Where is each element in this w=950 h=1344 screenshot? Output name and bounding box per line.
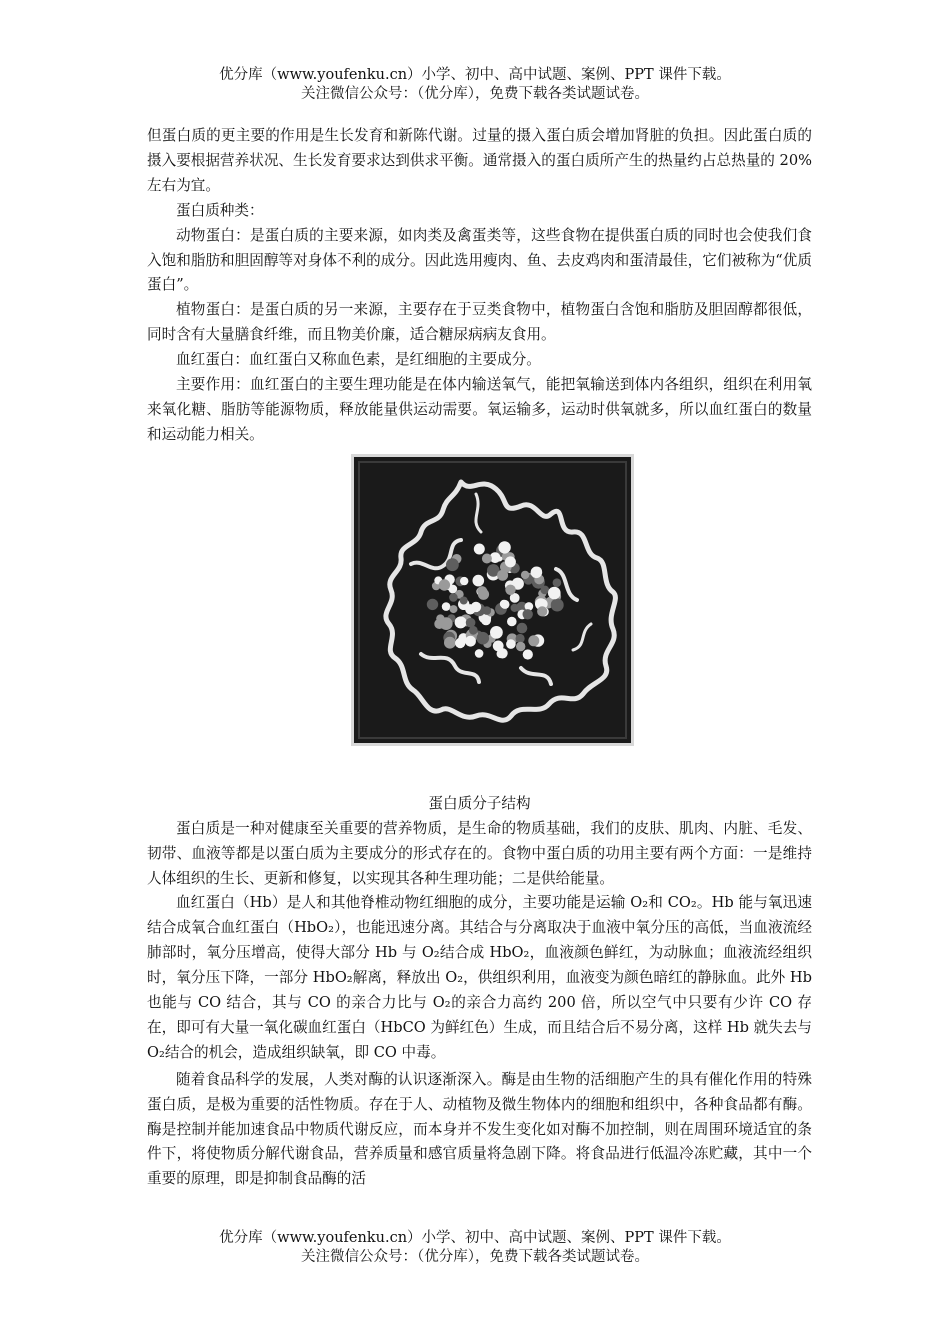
- atom-sphere: [521, 570, 529, 578]
- atom-sphere: [500, 600, 508, 608]
- header-line-2: 关注微信公众号：（优分库），免费下载各类试题试卷。: [301, 86, 649, 102]
- atom-sphere: [507, 616, 517, 626]
- header-line-1: 优分库（www.youfenku.cn）小学、初中、高中试题、案例、PPT 课件下载。: [219, 67, 731, 83]
- atom-sphere: [498, 541, 510, 553]
- atom-sphere: [471, 601, 481, 611]
- atom-sphere: [477, 632, 490, 645]
- paragraph: 动物蛋白：是蛋白质的主要来源，如肉类及禽蛋类等，这些食物在提供蛋白质的同时也会使我们食入饱和脂肪和胆固醇等对身体不利的成分。因此选用瘦肉、鱼、去皮鸡肉和蛋清最佳，它们被称为“优质蛋白”。: [147, 226, 812, 294]
- protein-structure-image: [351, 454, 634, 746]
- atom-sphere: [523, 609, 533, 619]
- atom-sphere: [444, 637, 456, 649]
- document-body: [147, 124, 812, 1192]
- section-heading: 蛋白质种类：: [176, 201, 264, 219]
- paragraph: 植物蛋白：是蛋白质的另一来源，主要存在于豆类食物中，植物蛋白含饱和脂肪及胆固醇都很低，同时含有大量膳食纤维，而且物美价廉，适合糖尿病病友食用。: [147, 301, 812, 344]
- paragraph: 主要作用：血红蛋白的主要生理功能是在体内输送氧气，能把氧输送到体内各组织，组织在利用氧来氧化糖、脂肪等能源物质，释放能量供运动需要。氧运输多，运动时供氧就多，所以血红蛋白的数量和运动能力相关。: [147, 376, 812, 443]
- paragraph: 随着食品科学的发展，人类对酶的认识逐渐深入。酶是由生物的活细胞产生的具有催化作用的特殊蛋白质，是极为重要的活性物质。存在于人、动植物及微生物体内的细胞和组织中，各种食品都有酶。酶是控制并能加速食品中物质代谢反应，而本身并不发生变化如对酶不加控制，则在周围环境适宜的条件下，将使物质分解代谢食品，营养质量和感官质量将急剧下降。将食品进行低温冷冻贮藏，其中一个重要的原理，即是抑制食品酶的活: [147, 1070, 812, 1188]
- atom-sphere: [436, 614, 444, 622]
- figure-container: [147, 454, 812, 770]
- footer-line-1: 优分库（www.youfenku.cn）小学、初中、高中试题、案例、PPT 课件下载。: [219, 1230, 731, 1246]
- atom-sphere: [553, 578, 562, 587]
- atom-sphere: [474, 543, 485, 554]
- paragraph: 血红蛋白：血红蛋白又称血色素，是红细胞的主要成分。: [176, 351, 541, 369]
- atom-sphere: [531, 566, 543, 578]
- atom-sphere: [483, 606, 492, 615]
- atom-sphere: [473, 575, 485, 587]
- atom-sphere: [505, 556, 516, 567]
- atom-sphere: [475, 649, 484, 658]
- footer-line-2: 关注微信公众号：（优分库），免费下载各类试题试卷。: [301, 1249, 649, 1265]
- paragraph: 血红蛋白（Hb）是人和其他脊椎动物红细胞的成分，主要功能是运输 O₂和 CO₂。Hb 能与氧迅速结合成氧合血红蛋白（HbO₂），也能迅速分离。其结合与分离取决于血液中氧分压的高低，当血液流经肺部时，氧分压增高，使得大部分 Hb 与 O₂结合成 HbO₂，血液颜色鲜红，为动脉血；血液流经组织时，氧分压下降，一部分 HbO₂解离，释放出 O₂，供组织利用，血液变为颜色暗红的静脉血。此外 Hb 也能与 CO 结合，其与 CO 的亲合力比与 O₂的亲合力高约 200 倍，所以空气中只要有少许 CO 存在，即可有大量一氧化碳血红蛋白（HbCO 为鲜红色）生成，而且结合后不易分离，这样 Hb 就失去与 O₂结合的机会，造成组织缺氧，即 CO 中毒。: [147, 894, 812, 1061]
- atom-sphere: [481, 615, 491, 625]
- atom-sphere: [528, 635, 539, 646]
- atom-sphere: [439, 579, 450, 590]
- atom-sphere: [466, 618, 476, 628]
- atom-sphere: [449, 593, 458, 602]
- atom-sphere: [442, 602, 451, 611]
- atom-sphere: [446, 558, 459, 571]
- atom-sphere: [460, 577, 468, 585]
- atom-sphere: [490, 626, 503, 639]
- paragraph: 蛋白质是一种对健康至关重要的营养物质，是生命的物质基础，我们的皮肤、肌肉、内脏、毛发、韧带、血液等都是以蛋白质为主要成分的形式存在的。食物中蛋白质的功用主要有两个方面：一是维持人体组织的生长、更新和修复，以实现其各种生理功能；二是供给能量。: [147, 819, 812, 887]
- atom-sphere: [482, 553, 492, 563]
- atom-sphere: [517, 623, 528, 634]
- atom-sphere: [551, 598, 564, 611]
- atom-sphere: [537, 606, 547, 616]
- atom-sphere: [540, 585, 549, 594]
- atom-sphere: [427, 598, 438, 609]
- atom-sphere: [548, 586, 561, 599]
- atom-sphere: [465, 636, 476, 647]
- atom-sphere: [460, 596, 468, 604]
- atom-sphere: [493, 640, 504, 651]
- atom-sphere: [506, 639, 516, 649]
- page-footer: [0, 1229, 950, 1267]
- page-header: [0, 66, 950, 104]
- atom-sphere: [516, 634, 525, 643]
- figure-caption: 蛋白质分子结构: [428, 794, 531, 812]
- atom-sphere: [450, 605, 458, 613]
- atom-sphere: [516, 642, 525, 651]
- atom-sphere: [523, 649, 533, 659]
- atom-sphere: [477, 586, 487, 596]
- atom-sphere: [455, 638, 465, 648]
- atom-sphere: [505, 584, 515, 594]
- paragraph: 但蛋白质的更主要的作用是生长发育和新陈代谢。过量的摄入蛋白质会增加肾脏的负担。因此蛋白质的摄入要根据营养状况、生长发育要求达到供求平衡。通常摄入的蛋白质所产生的热量约占总热量的 20%左右为宜。: [147, 127, 812, 194]
- atom-sphere: [455, 616, 467, 628]
- atom-sphere: [511, 604, 519, 612]
